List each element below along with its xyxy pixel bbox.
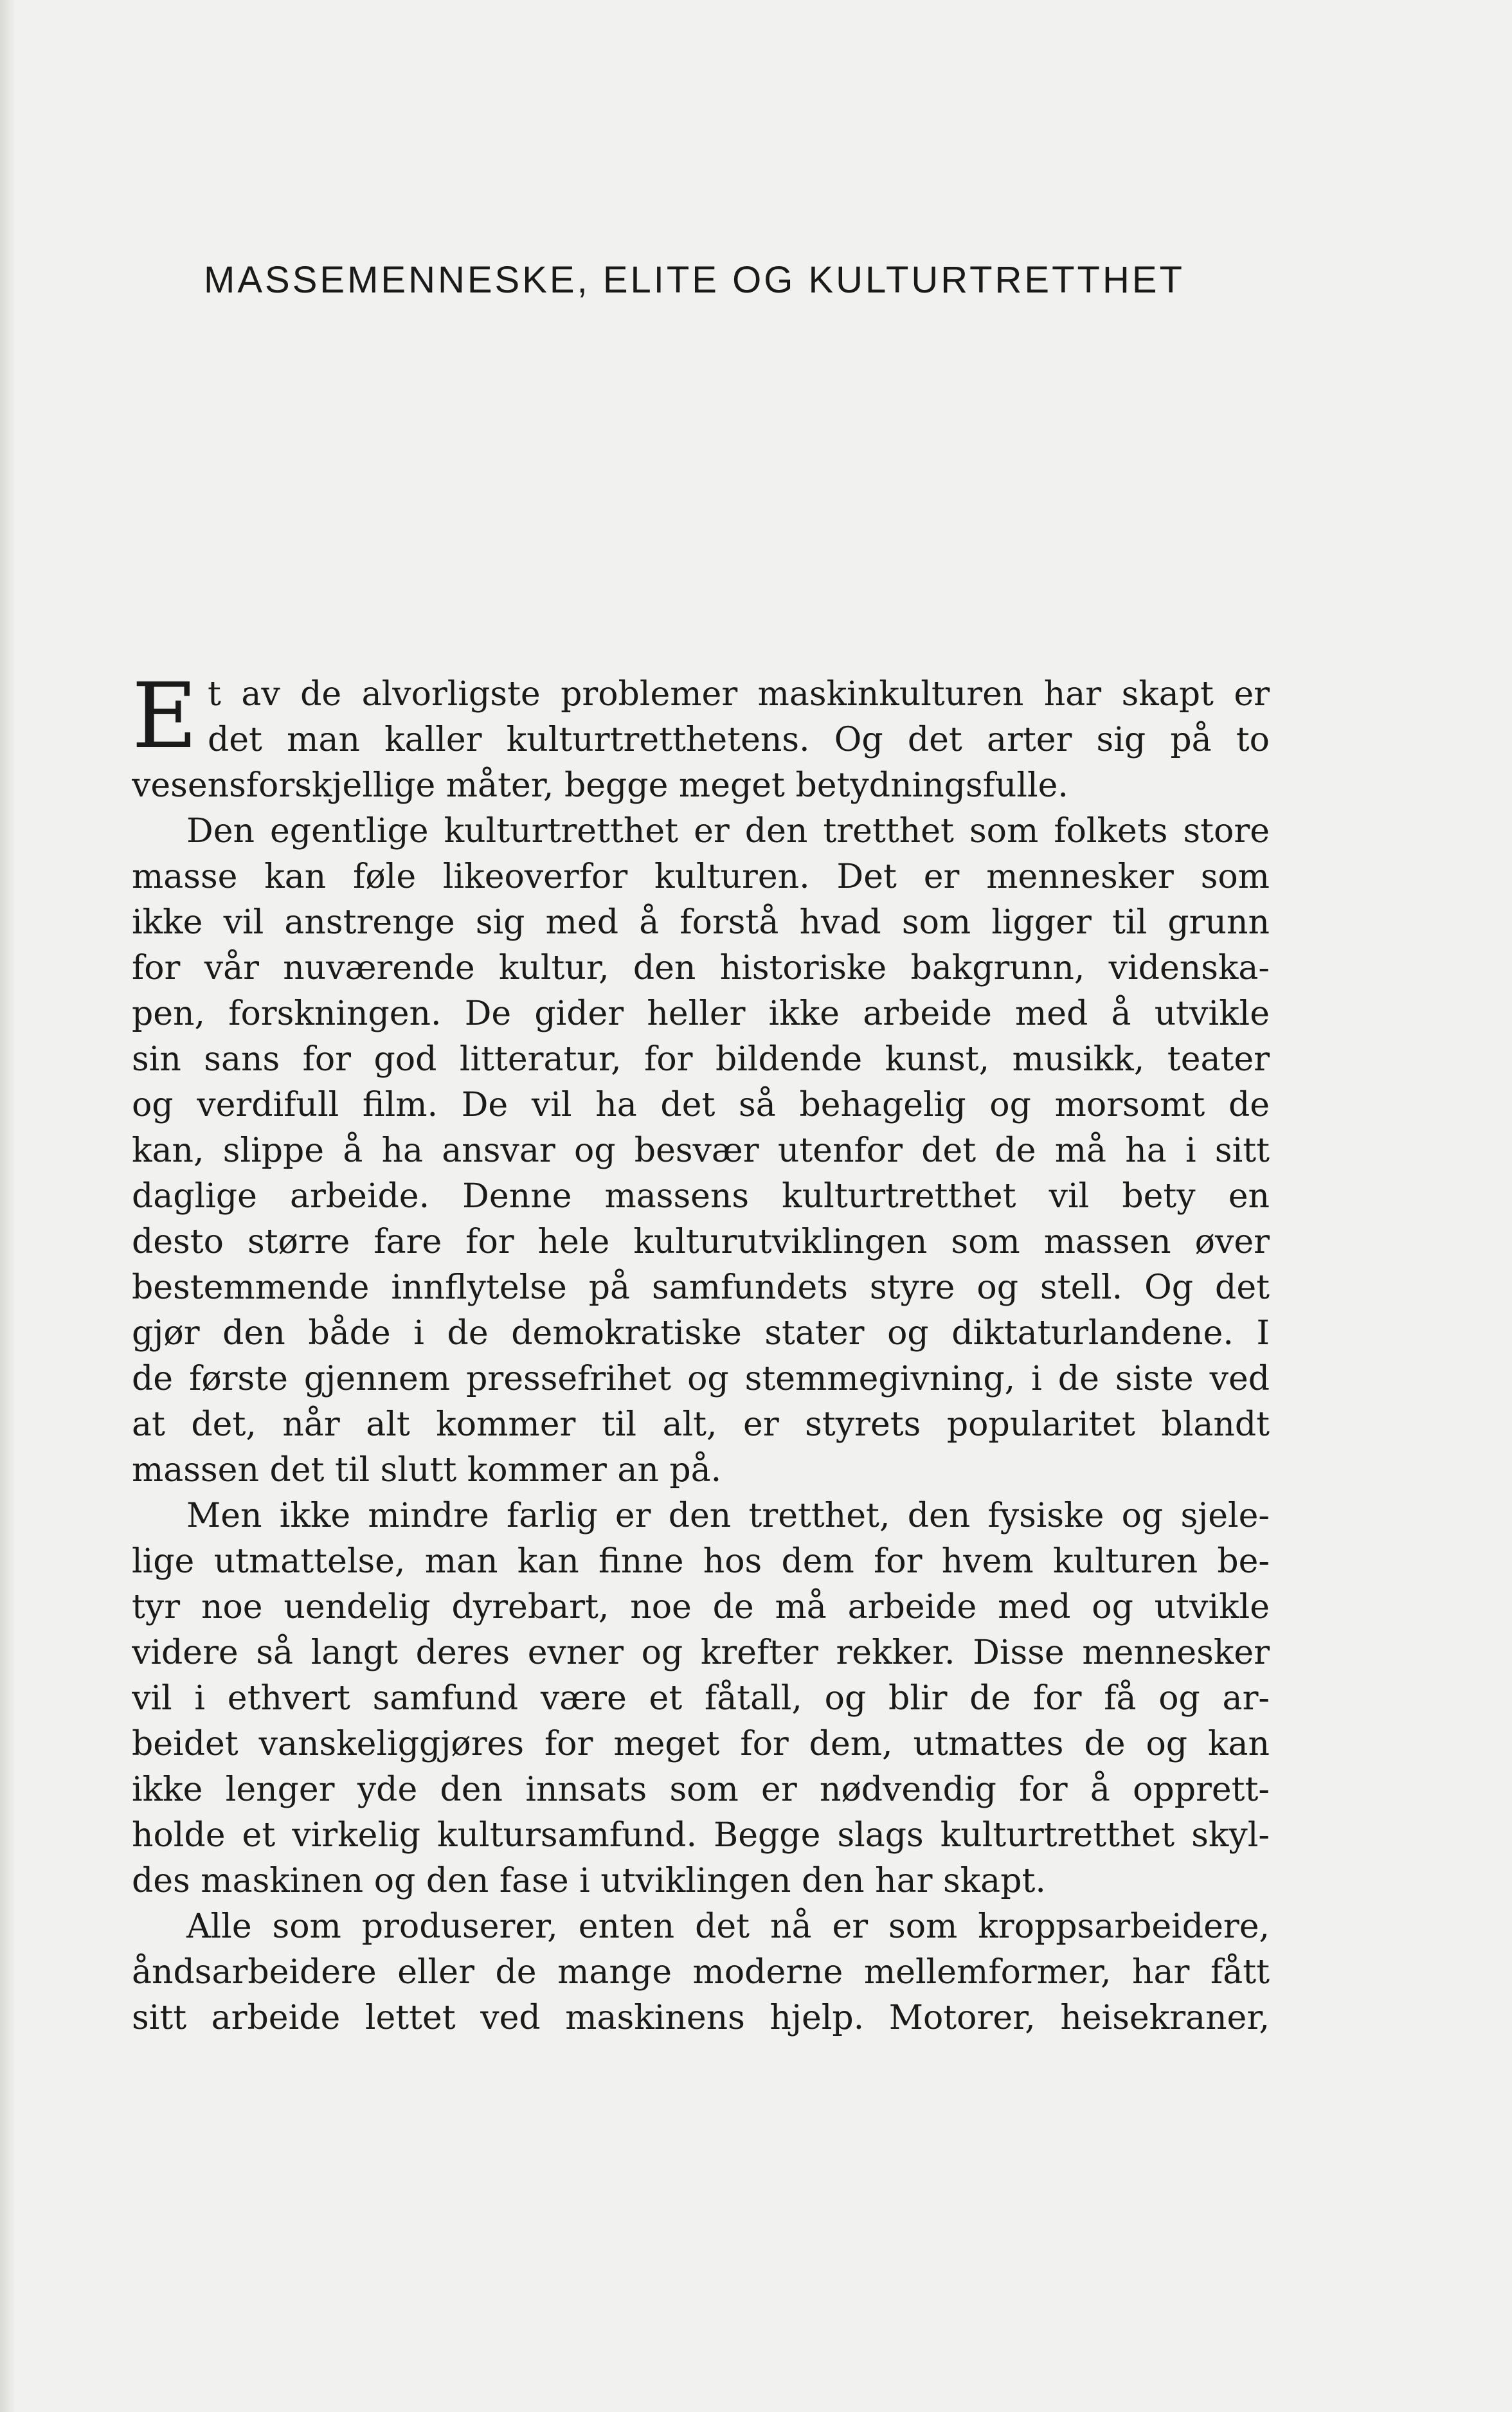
text-line: kan, slippe å ha ansvar og besvær utenfor det de må ha i sitt <box>132 1131 1270 1170</box>
text-line: beidet vanskeliggjøres for meget for dem, utmattes de og kan <box>132 1725 1270 1763</box>
text-line: gjør den både i de demokratiske stater og diktaturlandene. I <box>132 1314 1270 1353</box>
text-line: videre så langt deres evner og krefter rekker. Disse mennesker <box>132 1634 1270 1672</box>
text-line: lige utmattelse, man kan finne hos dem for hvem kulturen be- <box>132 1542 1270 1581</box>
text-line: Den egentlige kulturtretthet er den tretthet som folkets store <box>186 812 1270 851</box>
drop-cap: E <box>132 664 198 769</box>
text-line: og verdifull film. De vil ha det så behagelig og morsomt de <box>132 1086 1270 1124</box>
text-line: desto større fare for hele kulturutviklingen som massen øver <box>132 1223 1270 1261</box>
chapter-title: MASSEMENNESKE, ELITE OG KULTURTRETTHET <box>204 259 1185 301</box>
text-line: det man kaller kulturtretthetens. Og det arter sig på to <box>208 721 1270 759</box>
text-line: at det, når alt kommer til alt, er styrets popularitet blandt <box>132 1405 1270 1444</box>
text-line: massen det til slutt kommer an på. <box>132 1451 722 1490</box>
page-edge-shadow <box>0 0 14 2412</box>
text-line: for vår nuværende kultur, den historiske bakgrunn, videnska- <box>132 949 1270 987</box>
text-line: de første gjennem pressefrihet og stemmegivning, i de siste ved <box>132 1360 1270 1398</box>
text-line: vesensforskjellige måter, begge meget betydningsfulle. <box>132 766 1068 805</box>
text-line: sin sans for god litteratur, for bildende kunst, musikk, teater <box>132 1040 1270 1079</box>
text-line: masse kan føle likeoverfor kulturen. Det er mennesker som <box>132 858 1270 896</box>
text-line: vil i ethvert samfund være et fåtall, og blir de for få og ar- <box>132 1679 1270 1718</box>
text-line: Men ikke mindre farlig er den tretthet, den fysiske og sjele- <box>186 1497 1270 1535</box>
text-line: åndsarbeidere eller de mange moderne mellemformer, har fått <box>132 1953 1270 1992</box>
text-line: tyr noe uendelig dyrebart, noe de må arbeide med og utvikle <box>132 1588 1270 1626</box>
text-line: daglige arbeide. Denne massens kulturtretthet vil bety en <box>132 1177 1270 1216</box>
body-text <box>132 664 1270 2041</box>
text-line: holde et virkelig kultursamfund. Begge slags kulturtretthet skyl- <box>132 1816 1270 1855</box>
text-line: sitt arbeide lettet ved maskinens hjelp. Motorer, heisekraner, <box>132 1999 1270 2037</box>
text-line: pen, forskningen. De gider heller ikke arbeide med å utvikle <box>132 995 1270 1033</box>
text-line: bestemmende innflytelse på samfundets styre og stell. Og det <box>132 1268 1270 1307</box>
text-line: des maskinen og den fase i utviklingen den har skapt. <box>132 1862 1046 1900</box>
text-line: ikke lenger yde den innsats som er nødvendig for å opprett- <box>132 1770 1270 1809</box>
text-line: t av de alvorligste problemer maskinkulturen har skapt er <box>208 675 1270 714</box>
text-line: ikke vil anstrenge sig med å forstå hvad som ligger til grunn <box>132 903 1270 942</box>
text-line: Alle som produserer, enten det nå er som kroppsarbeidere, <box>186 1907 1270 1946</box>
